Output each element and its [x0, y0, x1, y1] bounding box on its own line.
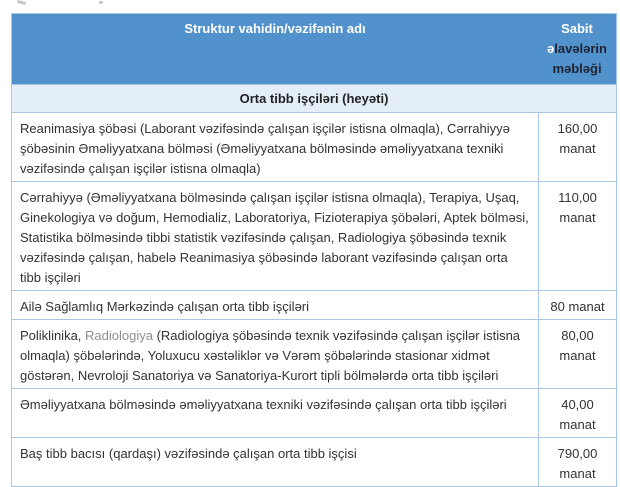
row-name-cell	[12, 438, 538, 486]
row-amount-cell: 790,00 manat	[538, 438, 616, 486]
row-name-segment: Reanimasiya şöbəsi (Laborant vəzifəsində çalışan işçilər istisna olmaqla), Cərrahiyyə şöbəsinin Əməliyyatxana bölməsi (Əməliyyatxana bölməsində əməliyyatxana texniki vəzifəsində çalışan işçilər istisna olmaqla)	[20, 121, 510, 176]
table-body	[12, 112, 616, 486]
row-amount-cell: 160,00 manat	[538, 113, 616, 181]
row-amount-cell: 110,00 manat	[538, 182, 616, 290]
row-name-segment: Ailə Sağlamlıq Mərkəzində çalışan orta tibb işçiləri	[20, 299, 310, 314]
row-name-cell	[12, 291, 538, 319]
table-row	[12, 437, 616, 486]
row-amount-cell: 80,00 manat	[538, 320, 616, 388]
row-name-segment: Baş tibb bacısı (qardaşı) vəzifəsində çalışan orta tibb işçisi	[20, 446, 357, 461]
table-header-row	[12, 14, 616, 84]
row-name-segment: Əməliyyatxana bölməsində əməliyyatxana texniki vəzifəsində çalışan orta tibb işçiləri	[20, 397, 507, 412]
clipped-text-fragment	[99, 1, 103, 4]
table-row	[12, 112, 616, 181]
row-name-cell	[12, 389, 538, 437]
section-header-mid-level-medical-staff: Orta tibb işçiləri (heyəti)	[12, 84, 616, 112]
row-name-muted-segment: Radiologiya	[85, 328, 153, 343]
row-amount-cell: 40,00 manat	[538, 389, 616, 437]
header-amount-light-part: Sabit ə	[547, 21, 593, 56]
salary-supplements-table	[11, 13, 617, 487]
row-name-segment: Poliklinika,	[20, 328, 86, 343]
row-name-cell	[12, 182, 538, 290]
header-amount-dark-part: lavələrin məbləği	[552, 41, 607, 76]
row-name-cell	[12, 320, 538, 388]
header-cell-fixed-amount	[538, 14, 616, 84]
table-row	[12, 181, 616, 290]
table-row	[12, 319, 616, 388]
table-row	[12, 290, 616, 319]
row-name-segment: (Radiologiya şöbəsində texnik vəzifəsində çalışan işçilər istisna olmaqla) şöbələrində, Yoluxucu xəstəliklər və Vərəm şöbələrində stasionar xidmət göstərən, Nevroloji Sanatoriya və Sanatoriya-Kurort tipli bölmələrdə orta tibb işçiləri	[20, 328, 521, 383]
header-cell-structure-name: Struktur vahidin/vəzifənin adı	[184, 21, 366, 36]
row-amount-cell: 80 manat	[538, 291, 616, 319]
clipped-text-fragment	[17, 0, 26, 5]
row-name-cell	[12, 113, 538, 181]
row-name-segment: Cərrahiyyə (Əməliyyatxana bölməsində çalışan işçilər istisna olmaqla), Terapiya, Uşaq, Ginekologiya və doğum, Hemodializ, Laboratoriya, Fizioterapiya şöbələri, Aptek bölməsi, Statistika bölməsində tibbi statistik vəzifəsində çalışan, Radiologiya şöbəsində texnik vəzifəsində çalışan, habelə Reanimasiya şöbəsində laborant vəzifəsində çalışan orta tibb işçiləri	[20, 190, 529, 285]
table-row	[12, 388, 616, 437]
